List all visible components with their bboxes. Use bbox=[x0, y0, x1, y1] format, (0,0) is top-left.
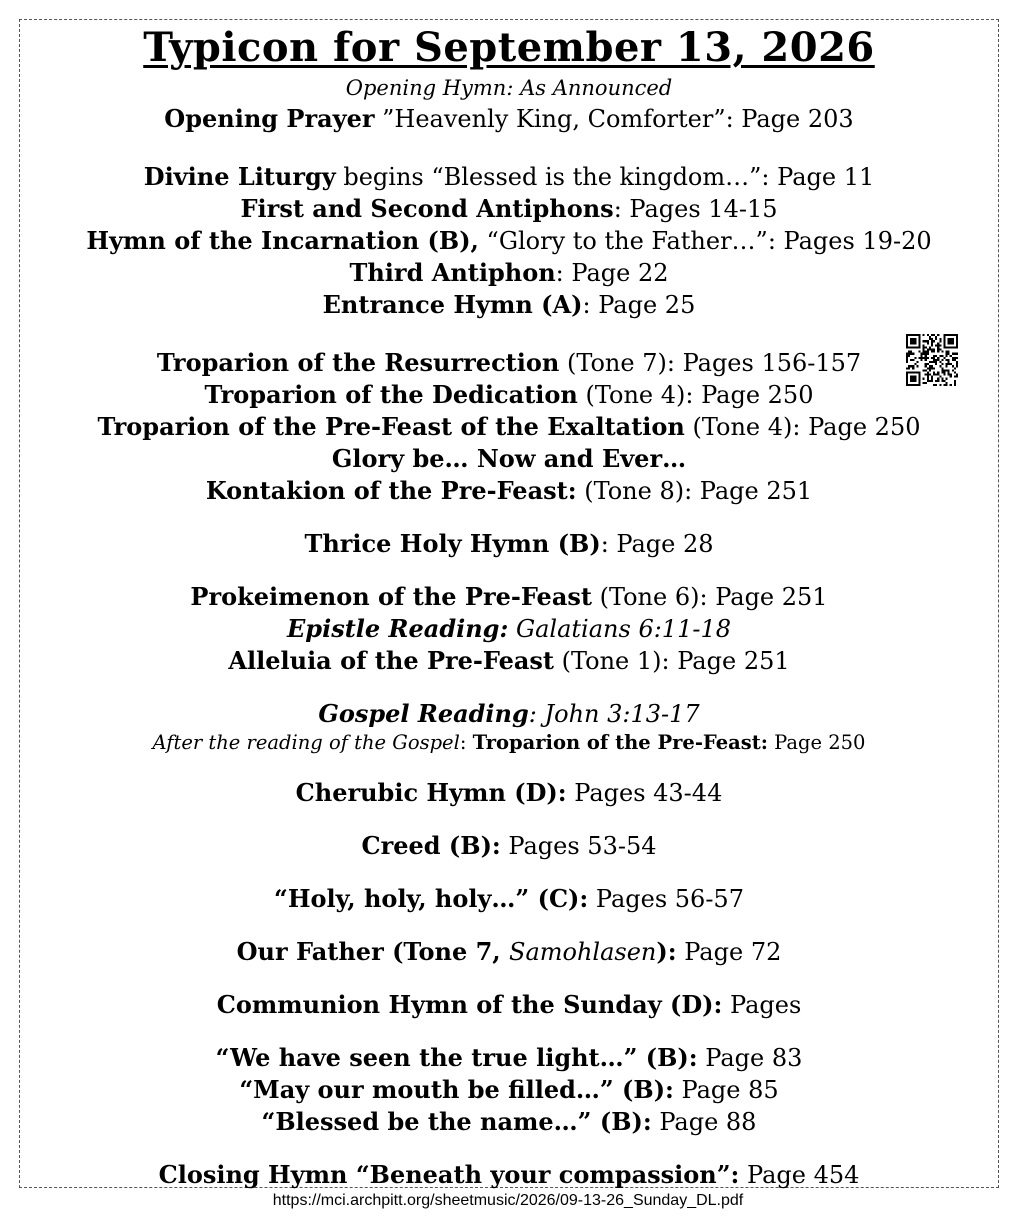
alleluia: Alleluia of the Pre-Feast (Tone 1): Page 251 bbox=[228, 646, 790, 675]
hymn-of-incarnation: Hymn of the Incarnation (B), “Glory to the Father…”: Pages 19-20 bbox=[86, 226, 932, 255]
troparion-dedication: Troparion of the Dedication (Tone 4): Page 250 bbox=[204, 380, 814, 409]
troparion-resurrection: Troparion of the Resurrection (Tone 7): Pages 156-157 bbox=[156, 348, 862, 377]
divine-liturgy: Divine Liturgy begins “Blessed is the kingdom…”: Page 11 bbox=[143, 162, 875, 191]
after-gospel: After the reading of the Gospel: Troparion of the Pre-Feast: Page 250 bbox=[152, 731, 866, 754]
opening-prayer: Opening Prayer ”Heavenly King, Comforter”: Page 203 bbox=[164, 104, 854, 133]
creed: Creed (B): Pages 53-54 bbox=[361, 831, 657, 860]
thrice-holy-hymn: Thrice Holy Hymn (B): Page 28 bbox=[304, 529, 714, 558]
entrance-hymn: Entrance Hymn (A): Page 25 bbox=[322, 290, 696, 319]
gospel-reading: Gospel Reading: John 3:13-17 bbox=[318, 699, 700, 728]
cherubic-hymn: Cherubic Hymn (D): Pages 43-44 bbox=[295, 778, 723, 807]
closing-hymn: Closing Hymn “Beneath your compassion”: Page 454 bbox=[158, 1160, 860, 1189]
prokeimenon: Prokeimenon of the Pre-Feast (Tone 6): Page 251 bbox=[190, 582, 828, 611]
our-father: Our Father (Tone 7, Samohlasen): Page 72 bbox=[236, 937, 782, 966]
communion-hymn: Communion Hymn of the Sunday (D): Pages bbox=[216, 990, 802, 1019]
opening-hymn: Opening Hymn: As Announced bbox=[345, 76, 673, 100]
third-antiphon: Third Antiphon: Page 22 bbox=[349, 258, 669, 287]
epistle-reading: Epistle Reading: Galatians 6:11-18 bbox=[287, 614, 731, 643]
may-our-mouth-be-filled: “May our mouth be filled…” (B): Page 85 bbox=[239, 1075, 779, 1104]
we-have-seen-true-light: “We have seen the true light…” (B): Page 83 bbox=[215, 1043, 803, 1072]
kontakion-prefeast: Kontakion of the Pre-Feast: (Tone 8): Page 251 bbox=[205, 476, 813, 505]
holy-holy-holy: “Holy, holy, holy…” (C): Pages 56-57 bbox=[274, 884, 744, 913]
footer-url[interactable]: https://mci.archpitt.org/sheetmusic/2026/09-13-26_Sunday_DL.pdf bbox=[272, 1192, 744, 1209]
antiphons: First and Second Antiphons: Pages 14-15 bbox=[240, 194, 778, 223]
qr-code-icon[interactable] bbox=[906, 334, 958, 386]
troparion-prefeast: Troparion of the Pre-Feast of the Exaltation (Tone 4): Page 250 bbox=[97, 412, 921, 441]
typicon-content bbox=[19, 22, 999, 1191]
page-title: Typicon for September 13, 2026 bbox=[143, 24, 875, 71]
glory-now-and-ever: Glory be… Now and Ever… bbox=[331, 444, 687, 473]
blessed-be-the-name: “Blessed be the name…” (B): Page 88 bbox=[261, 1107, 757, 1136]
